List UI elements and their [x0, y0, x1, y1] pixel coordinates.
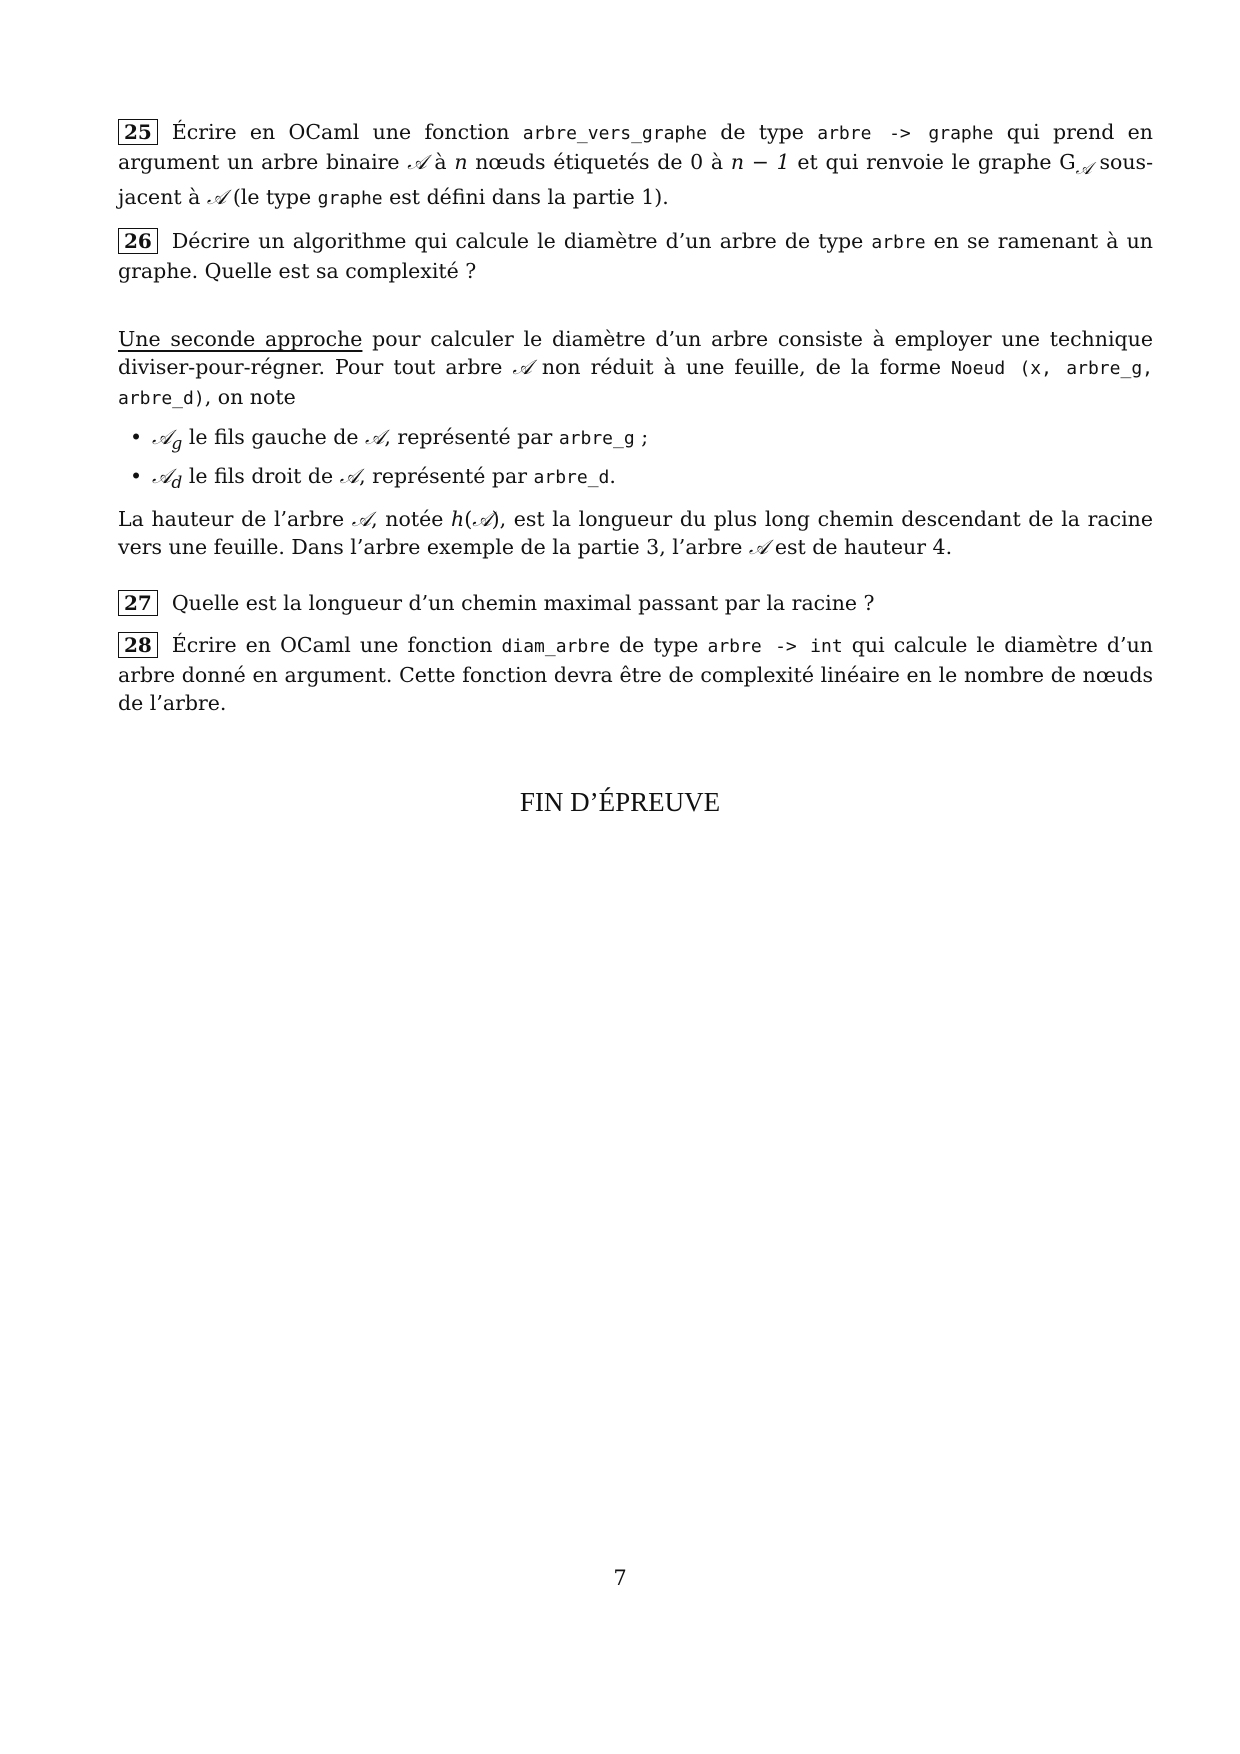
question-number: 25 [118, 119, 158, 145]
page-content [118, 118, 1153, 731]
bullet-list [118, 423, 1153, 497]
question-27: 27 Quelle est la longueur d’un chemin maximal passant par la racine ? [118, 589, 1153, 617]
page-number: 7 [613, 1566, 627, 1590]
question-25: 25 Écrire en OCaml une fonction arbre_vers_graphe de type arbre -> graphe qui prend en argument un arbre binaire 𝒜 à n nœuds étiquetés de 0 à n − 1 et qui renvoie le graphe $G_𝒜$ sous-jacent à 𝒜 (le type graphe est défini dans la partie 1). [118, 120, 1153, 210]
question-number: 27 [118, 590, 158, 616]
question-number: 26 [118, 228, 158, 254]
question-28: 28 Écrire en OCaml une fonction diam_arbre de type arbre -> int qui calcule le diamètre d’un arbre donné en argument. Cette fonction devra être de complexité linéaire en le nombre de nœuds de l’arbre. [118, 633, 1153, 716]
list-item: • 𝒜$_g$ le fils gauche de 𝒜, représenté par arbre_g ; [152, 423, 1153, 458]
spacer [118, 561, 1153, 589]
list-item: • 𝒜$_d$ le fils droit de 𝒜, représenté par arbre_d. [152, 462, 1153, 497]
question-26: 26 Décrire un algorithme qui calcule le diamètre d’un arbre de type arbre en se ramenant à un graphe. Quelle est sa complexité ? [118, 229, 1154, 284]
end-of-exam-heading: FIN D’ÉPREUVE [519, 787, 721, 817]
height-paragraph: La hauteur de l’arbre 𝒜, notée h(𝒜), est la longueur du plus long chemin descendant de la racine vers une feuille. Dans l’arbre exemple de la partie 3, l’arbre 𝒜 est de hauteur 4. [118, 507, 1153, 560]
question-number: 28 [118, 632, 158, 658]
intro-paragraph: Une seconde approche pour calculer le diamètre d’un arbre consiste à employer une technique diviser-pour-régner. Pour tout arbre 𝒜 non réduit à une feuille, de la forme Noeud (x, arbre_g, arbre_d), on note [118, 327, 1153, 410]
